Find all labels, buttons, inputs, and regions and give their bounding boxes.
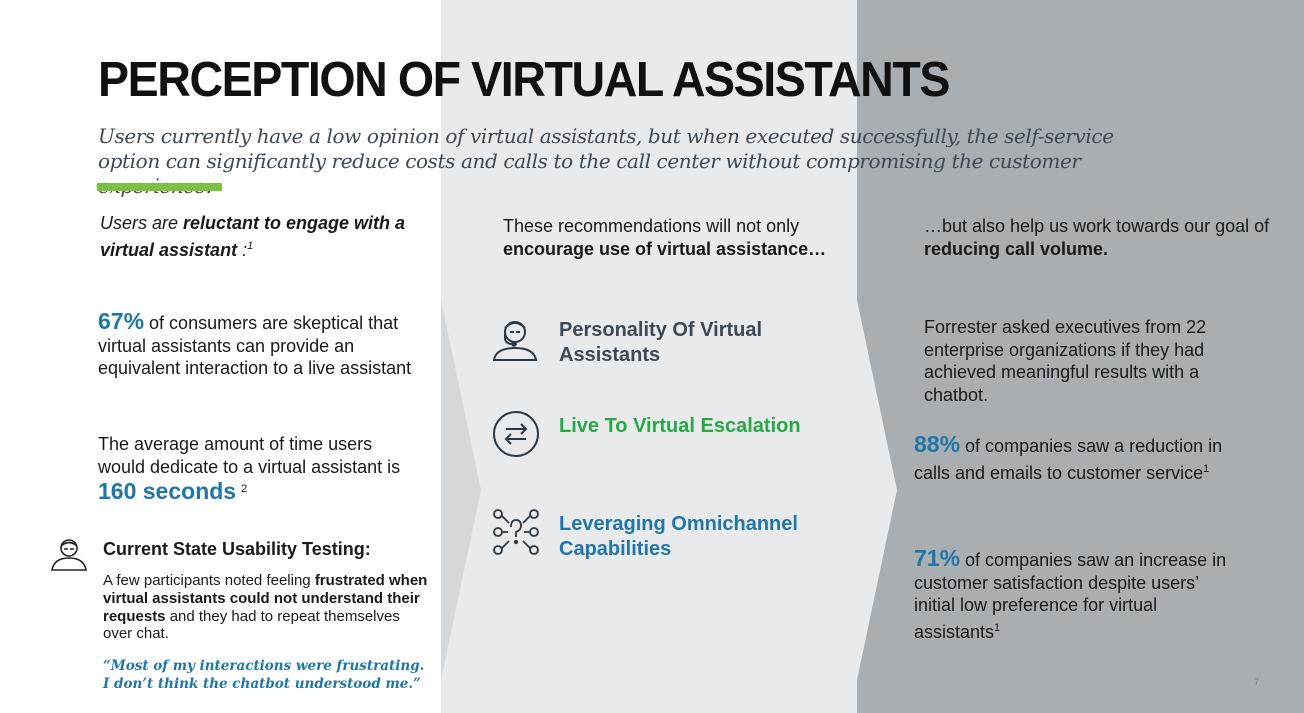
stat-value: 88% (914, 431, 961, 457)
user-testing-person-icon (50, 536, 88, 572)
stat-value: 67% (98, 308, 145, 334)
right-stat-88: 88% of companies saw a reduction in calls and emails to customer service$^1$ (914, 431, 1223, 483)
left-stat-seconds: The average amount of time users would dedicate to a virtual assistant is 160 seconds $^2$ (98, 434, 401, 504)
omnichannel-network-icon (491, 507, 541, 557)
forrester-text: Forrester asked executives from 22 enterprise organizations if they had achieved meaningful results with a chatbot. (924, 317, 1207, 405)
usability-body: A few participants noted feeling frustrated when virtual assistants could not understand their requests and they had to repeat themselves over chat. (103, 572, 428, 643)
recommendation-omnichannel: Leveraging Omnichannel Capabilities (559, 513, 798, 560)
stat-value: 160 seconds (98, 478, 237, 504)
page-subtitle: Users currently have a low opinion of virtual assistants, but when executed successfully, the self-service option can significantly reduce costs and calls to the call center without compromising the customer (98, 124, 1114, 173)
usability-title: Current State Usability Testing: (103, 539, 371, 559)
recommendation-personality: Personality Of Virtual Assistants (559, 319, 763, 366)
page-title: PERCEPTION OF VIRTUAL ASSISTANTS (98, 53, 949, 107)
accent-bar (97, 183, 222, 191)
left-stat-67: 67% of consumers are skeptical that virtual assistants can provide an equivalent interaction to a live assistant (98, 308, 412, 378)
escalation-arrows-icon (492, 410, 540, 458)
stat-value: 71% (914, 545, 961, 571)
agent-headset-icon (491, 316, 539, 362)
right-stat-71: 71% of companies saw an increase in customer satisfaction despite users’ initial low preference for virtual assistants$^1$ (914, 545, 1227, 642)
middle-intro: These recommendations will not only encourage use of virtual assistance… (503, 216, 827, 259)
left-heading: Users are reluctant to engage with a virtual assistant :$^1$ (100, 213, 406, 260)
recommendation-escalation: Live To Virtual Escalation (559, 415, 801, 437)
right-intro: …but also help us work towards our goal of reducing call volume. (924, 216, 1270, 259)
participant-quote: “Most of my interactions were frustrating. I don’t think the chatbot understood me.” (103, 658, 425, 692)
page-number: 7 (1254, 677, 1260, 687)
